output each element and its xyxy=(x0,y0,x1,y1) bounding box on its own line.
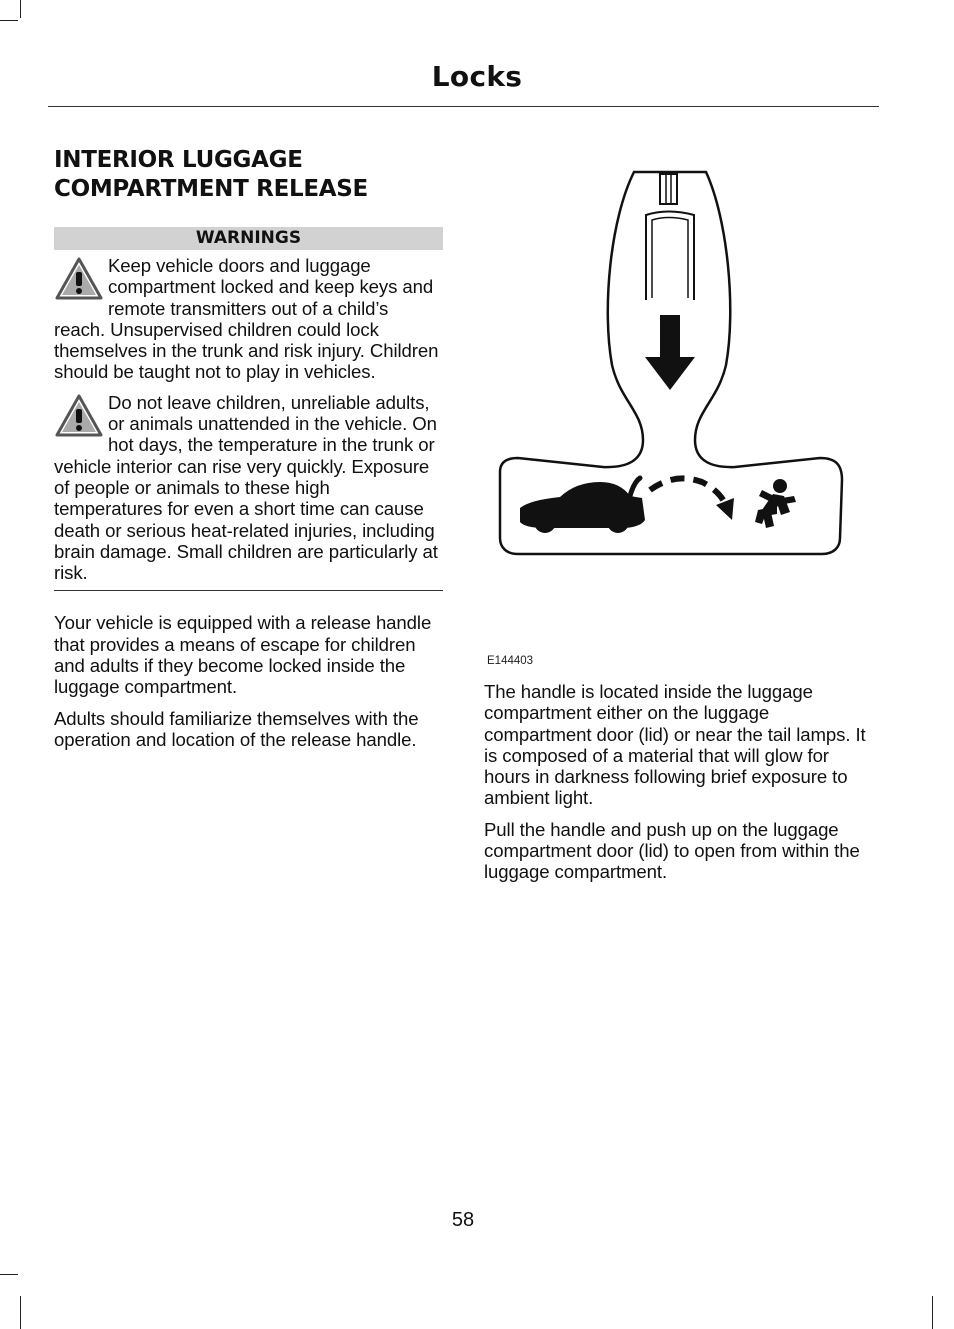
crop-mark xyxy=(0,1274,18,1275)
body-paragraph: Pull the handle and push up on the luggage compartment door (lid) to open from within the luggage compartment. xyxy=(484,818,860,883)
body-paragraph: Your vehicle is equipped with a release handle that provides a means of escape for children and adults if they become locked inside the luggage compartment. xyxy=(54,612,432,698)
chapter-title: Locks xyxy=(431,60,523,93)
warning-triangle-icon xyxy=(54,393,104,439)
section-heading xyxy=(54,146,443,204)
section-heading-line-1: INTERIOR LUGGAGE xyxy=(54,147,303,173)
warning-item xyxy=(54,392,443,584)
warning-text: Keep vehicle doors and luggage compartment locked and keep keys and remote transmitters out of a child’s reach. Unsupervised children could lock themselves in the trunk and risk injury. Children should be taught not to play in vehicles. xyxy=(54,255,439,383)
crop-mark xyxy=(932,1296,933,1329)
title-divider xyxy=(48,106,879,107)
warnings-label: WARNINGS xyxy=(54,227,443,250)
section-heading-line-2: COMPARTMENT RELEASE xyxy=(54,176,368,202)
warnings-divider xyxy=(54,590,443,591)
page-number: 58 xyxy=(451,1209,475,1231)
right-column xyxy=(484,681,876,883)
crop-mark xyxy=(20,1296,21,1329)
left-column xyxy=(54,146,443,750)
warning-item xyxy=(54,255,443,383)
trunk-release-handle-illustration xyxy=(490,160,850,570)
warning-triangle-icon xyxy=(54,256,104,302)
body-paragraph: The handle is located inside the luggage compartment either on the luggage compartment door (lid) or near the tail lamps. It is composed of a material that will glow for hours in darkness following brief exposure to ambient light. xyxy=(484,681,866,809)
crop-mark xyxy=(0,20,18,21)
warning-text: Do not leave children, unreliable adults, or animals unattended in the vehicle. On hot days, the temperature in the trunk or vehicle interior can rise very quickly. Exposure of people or animals to these high temperatures for even a short time can cause death or serious heat-related injuries, including brain damage. Small children are particularly at risk. xyxy=(54,391,438,584)
body-paragraph: Adults should familiarize themselves with the operation and location of the release handle. xyxy=(54,707,419,750)
figure-id: E144403 xyxy=(487,655,534,667)
crop-mark xyxy=(20,0,21,18)
